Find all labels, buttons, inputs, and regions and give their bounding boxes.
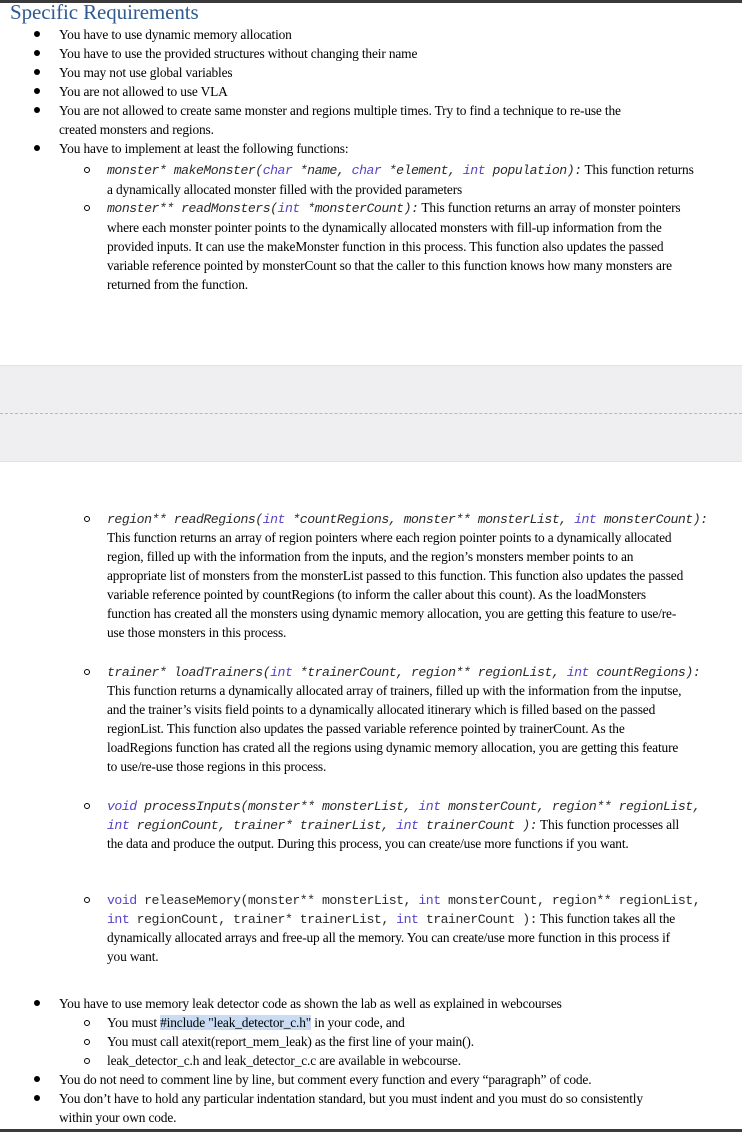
code-name: readMonsters( (181, 201, 278, 216)
leak-step-text: in your code, and (311, 1015, 405, 1030)
function-description: to use/re-use those regions in this process. (107, 759, 327, 774)
function-description: where each monster pointer points to the dynamically allocated monsters with fill-up information from the (107, 220, 662, 235)
function-signature-loadTrainers (107, 662, 739, 682)
code-param: *name, (292, 163, 352, 178)
sub-bullet (84, 516, 90, 522)
bullet (34, 1076, 40, 1082)
code-param: trainerCount ): (418, 912, 538, 927)
requirement: You have to use dynamic memory allocation (59, 27, 292, 42)
code-keyword: char (351, 163, 382, 178)
code-keyword: int (107, 818, 130, 833)
function-description: This function returns a dynamically allocated array of trainers, filled up with the information from the inputse, (107, 683, 682, 698)
bullet (34, 1000, 40, 1006)
sub-bullet (84, 205, 90, 211)
function-description: function has created all the monsters using dynamic memory allocation, you are getting this feature to use/re- (107, 606, 677, 621)
bullet (34, 88, 40, 94)
code-param: monsterCount): (596, 512, 708, 527)
function-description: This function takes all the (540, 911, 676, 926)
function-description: This function returns an array of monster pointers (421, 200, 681, 215)
sub-bullet (84, 1039, 90, 1045)
code-name: processInputs(monster** monsterList, (136, 799, 419, 814)
function-signature-processInputs-continued (107, 815, 739, 835)
code-name: loadTrainers( (173, 665, 271, 680)
requirement: You are not allowed to create same monster and regions multiple times. Try to find a technique to re-use the (59, 103, 621, 118)
sub-bullet (84, 167, 90, 173)
function-description: region, filled up with the information from the inputs, and the region’s monsters member points to an (107, 549, 634, 564)
section-heading: Specific Requirements (10, 0, 199, 24)
code-param: monsterCount, region** regionList, (440, 893, 701, 908)
requirement: You may not use global variables (59, 65, 233, 80)
function-description: you want. (107, 949, 159, 964)
bullet (34, 1095, 40, 1101)
code-keyword: int (418, 799, 441, 814)
leak-step-text: You must (107, 1015, 161, 1030)
code-type: monster* (107, 163, 174, 178)
function-description: loadRegions function has crated all the regions using dynamic memory allocation, you are getting this feature (107, 740, 679, 755)
bullet (34, 69, 40, 75)
leak-step-include (107, 1013, 739, 1032)
requirement-continued: within your own code. (59, 1110, 177, 1125)
function-description: the data and produce the output. During this process, you can create/use more functions if you want. (107, 836, 629, 851)
code-keyword: int (270, 665, 293, 680)
code-keyword: int (574, 512, 597, 527)
code-name: makeMonster( (173, 163, 263, 178)
function-description: returned from the function. (107, 277, 248, 292)
page-break-dashed-line (0, 413, 742, 414)
code-keyword: char (262, 163, 293, 178)
code-param: trainerCount ): (418, 818, 538, 833)
function-description: variable reference pointed by countRegions (to inform the caller about this count). As the loadMonsters (107, 587, 646, 602)
code-keyword: int (418, 893, 441, 908)
code-param: monsterCount, region** regionList, (440, 799, 701, 814)
code-keyword: int (396, 818, 419, 833)
code-param: regionCount, trainer* trainerList, (129, 818, 397, 833)
code-keyword: int (277, 201, 300, 216)
function-description: This function processes all (540, 817, 680, 832)
function-signature-makeMonster (107, 160, 739, 180)
function-signature-readRegions (107, 509, 739, 529)
function-signature-processInputs (107, 796, 739, 816)
code-type: region** (107, 512, 174, 527)
function-description: a dynamically allocated monster filled with the provided parameters (107, 182, 463, 197)
code-keyword: int (107, 912, 130, 927)
highlighted-include: #include "leak_detector_c.h" (160, 1015, 312, 1030)
requirement: You don’t have to hold any particular indentation standard, but you must indent and you must do so consistently (59, 1091, 643, 1106)
leak-step-files: leak_detector_c.h and leak_detector_c.c are available in webcourse. (107, 1053, 461, 1068)
code-keyword: int (396, 912, 419, 927)
function-description: and the trainer’s visits field points to a dynamically allocated itinerary which is filled based on the passed (107, 702, 656, 717)
bullet (34, 145, 40, 151)
function-description: This function returns an array of region pointers where each region pointer points to a dynamically allocated (107, 530, 672, 545)
requirement-continued: created monsters and regions. (59, 122, 214, 137)
requirement: You have to use the provided structures without changing their name (59, 46, 418, 61)
sub-bullet (84, 1020, 90, 1026)
code-keyword: int (262, 512, 285, 527)
code-param: *countRegions, monster** monsterList, (284, 512, 575, 527)
function-description: provided inputs. It can use the makeMonster function in this process. This function also updates the passed (107, 239, 664, 254)
sub-bullet (84, 669, 90, 675)
code-keyword: void (107, 893, 137, 908)
code-name: releaseMemory(monster** monsterList, (136, 893, 419, 908)
function-description: This function returns (584, 162, 694, 177)
requirement: You do not need to comment line by line, but comment every function and every “paragraph” of code. (59, 1072, 592, 1087)
requirement: You have to use memory leak detector code as shown the lab as well as explained in webcourses (59, 996, 562, 1011)
code-param: *element, (381, 163, 463, 178)
code-param: regionCount, trainer* trainerList, (129, 912, 397, 927)
sub-bullet (84, 1058, 90, 1064)
requirement: You are not allowed to use VLA (59, 84, 228, 99)
function-description: use those monsters in this process. (107, 625, 287, 640)
bullet (34, 50, 40, 56)
code-param: population): (485, 163, 582, 178)
code-keyword: int (462, 163, 486, 178)
leak-step-atexit: You must call atexit(report_mem_leak) as the first line of your main(). (107, 1034, 474, 1049)
function-signature-releaseMemory-continued (107, 909, 739, 929)
function-description: regionList. This function also updates the passed variable reference pointed by trainerCount. As the (107, 721, 625, 736)
code-name: readRegions( (173, 512, 263, 527)
sub-bullet (84, 803, 90, 809)
bullet (34, 31, 40, 37)
code-type: monster** (107, 201, 182, 216)
code-keyword: void (107, 799, 137, 814)
code-param: countRegions): (588, 665, 701, 680)
bullet (34, 107, 40, 113)
function-signature-readMonsters (107, 198, 739, 218)
code-param: *monsterCount): (299, 201, 419, 216)
code-keyword: int (566, 665, 589, 680)
requirement: You have to implement at least the following functions: (59, 141, 349, 156)
page-break (0, 365, 742, 462)
code-param: *trainerCount, region** regionList, (292, 665, 567, 680)
function-description: variable reference pointed by monsterCount so that the caller to this function knows how many monsters are (107, 258, 672, 273)
function-description: dynamically allocated arrays and free-up all the memory. You can create/use more function in this process if (107, 930, 670, 945)
code-type: trainer* (107, 665, 174, 680)
sub-bullet (84, 897, 90, 903)
function-signature-releaseMemory (107, 890, 739, 910)
function-description: appropriate list of monsters from the monsterList passed to this function. This function also updates the passed (107, 568, 684, 583)
